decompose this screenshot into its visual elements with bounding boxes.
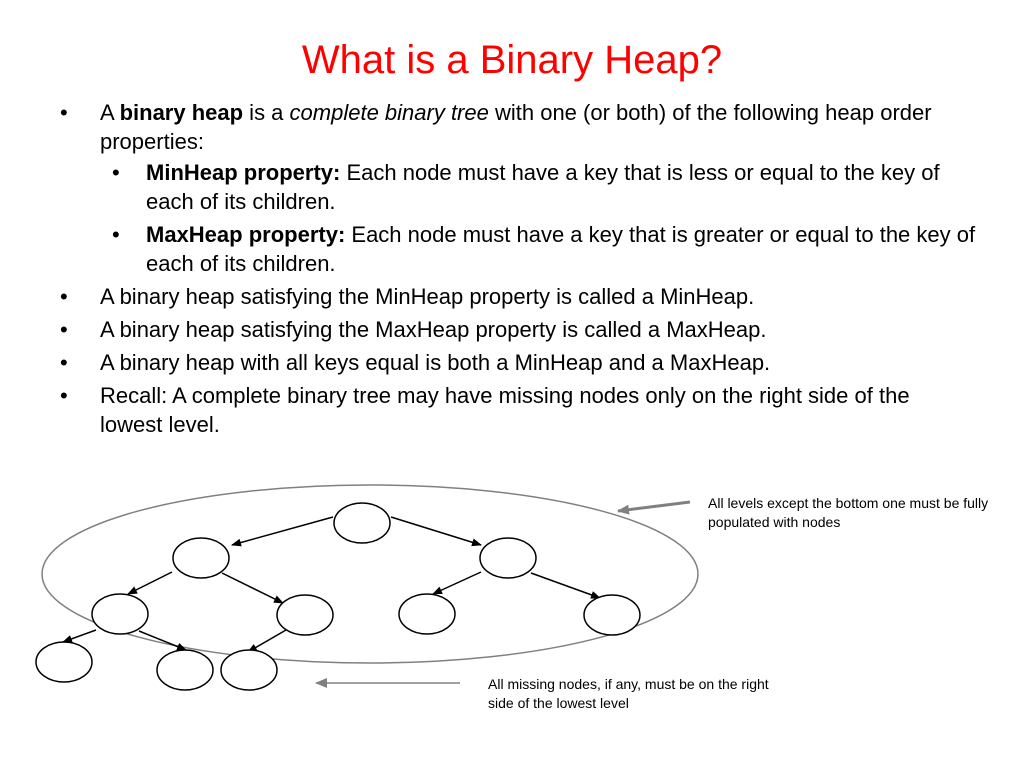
- tree-node: [92, 594, 148, 634]
- tree-node: [584, 595, 640, 635]
- bullet-maxheap: • A binary heap satisfying the MaxHeap property is called a MaxHeap.: [58, 315, 978, 344]
- tree-edge: [128, 572, 172, 594]
- note-missing-nodes: All missing nodes, if any, must be on the right side of the lowest level: [488, 676, 769, 711]
- pointer-arrow-top: [618, 502, 690, 511]
- term-minheap-property: MinHeap property:: [146, 160, 341, 185]
- tree-node: [399, 594, 455, 634]
- bullet-text: A: [100, 100, 120, 125]
- term-maxheap-property: MaxHeap property:: [146, 222, 346, 247]
- term-binary-heap: binary heap: [119, 100, 244, 125]
- bullet-text: Each node must have a key that is less or equal to the key of each of its children.: [146, 160, 940, 214]
- tree-edge: [391, 517, 481, 545]
- bullet-text: with one (or both) of the following heap order properties:: [100, 100, 932, 154]
- tree-node: [480, 538, 536, 578]
- tree-node: [157, 650, 213, 690]
- tree-node: [221, 650, 277, 690]
- tree-edge: [248, 630, 286, 652]
- tree-edge: [433, 572, 481, 594]
- tree-edge: [63, 630, 96, 642]
- tree-node: [173, 538, 229, 578]
- bullet-minheap: • A binary heap satisfying the MinHeap property is called a MinHeap.: [58, 282, 978, 311]
- tree-node: [334, 503, 390, 543]
- bullet-text: Each node must have a key that is greater or equal to the key of each of its children.: [146, 222, 976, 276]
- bullet-equal-keys: • A binary heap with all keys equal is both a MinHeap and a MaxHeap.: [58, 348, 978, 377]
- tree-node: [36, 642, 92, 682]
- term-complete-binary-tree: complete binary tree: [289, 100, 489, 125]
- tree-edge: [222, 573, 283, 603]
- tree-node: [277, 595, 333, 635]
- bullet-recall: • Recall: A complete binary tree may have missing nodes only on the right side of the lowest level.: [58, 381, 978, 439]
- tree-edge: [139, 631, 186, 650]
- tree-edge: [232, 517, 333, 545]
- note-full-levels: All levels except the bottom one must be fully populated with nodes: [708, 495, 989, 530]
- slide-title: What is a Binary Heap?: [301, 38, 723, 82]
- bullet-text: is a: [243, 100, 290, 125]
- tree-edge: [531, 573, 600, 598]
